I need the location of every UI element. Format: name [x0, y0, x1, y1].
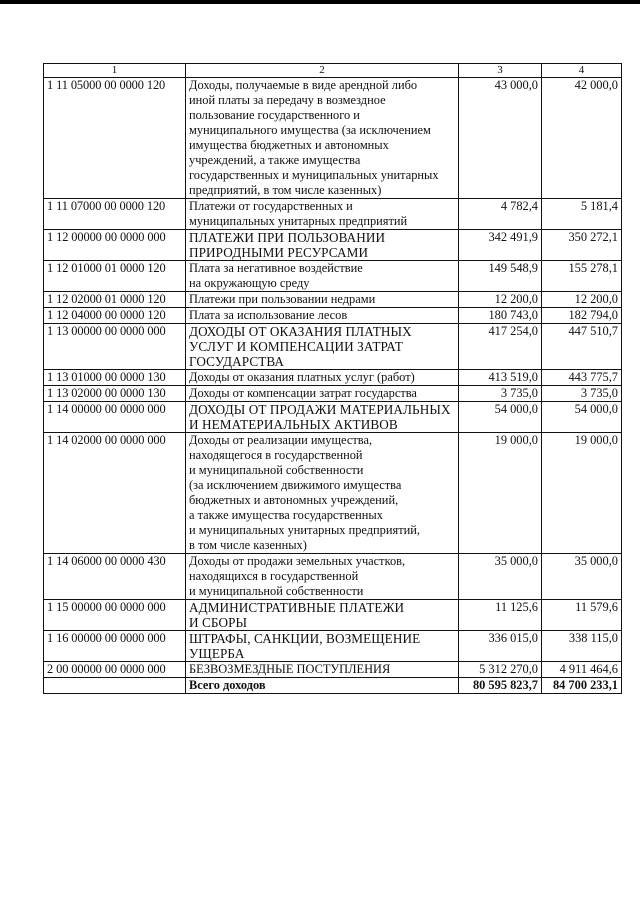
revenue-name [186, 261, 459, 292]
budget-code: 1 14 02000 00 0000 000 [44, 433, 186, 554]
revenue-name-line: Доходы от продажи земельных участков, [189, 554, 406, 568]
total-value-col3: 80 595 823,7 [459, 678, 542, 694]
table-row [44, 324, 622, 370]
value-col3: 35 000,0 [459, 554, 542, 600]
revenue-name [186, 386, 459, 402]
revenue-name-line: ДОХОДЫ ОТ ОКАЗАНИЯ ПЛАТНЫХ [189, 324, 412, 339]
revenue-name-line: БЕЗВОЗМЕЗДНЫЕ ПОСТУПЛЕНИЯ [189, 662, 391, 676]
revenue-name-line: И СБОРЫ [189, 615, 248, 630]
value-col4: 3 735,0 [542, 386, 622, 402]
table-row [44, 230, 622, 261]
revenue-name [186, 433, 459, 554]
table-row [44, 662, 622, 678]
column-header-1: 1 [44, 64, 186, 78]
revenue-name-line: Плата за негативное воздействие [189, 261, 363, 275]
value-col4: 182 794,0 [542, 308, 622, 324]
revenue-table [43, 63, 622, 694]
revenue-name-line: имущества бюджетных и автономных [189, 138, 389, 152]
revenue-name-line: ПРИРОДНЫМИ РЕСУРСАМИ [189, 245, 369, 260]
revenue-name-line: Доходы от оказания платных услуг (работ) [189, 370, 415, 384]
revenue-name [186, 199, 459, 230]
budget-code: 2 00 00000 00 0000 000 [44, 662, 186, 678]
value-col4: 4 911 464,6 [542, 662, 622, 678]
budget-code: 1 12 02000 01 0000 120 [44, 292, 186, 308]
revenue-name-line: ШТРАФЫ, САНКЦИИ, ВОЗМЕЩЕНИЕ [189, 631, 421, 646]
budget-code: 1 14 00000 00 0000 000 [44, 402, 186, 433]
table-row [44, 261, 622, 292]
table-body [44, 78, 622, 678]
revenue-name [186, 554, 459, 600]
value-col4: 54 000,0 [542, 402, 622, 433]
column-number-row [44, 64, 622, 78]
table-row [44, 292, 622, 308]
revenue-name-line: ПЛАТЕЖИ ПРИ ПОЛЬЗОВАНИИ [189, 230, 386, 245]
revenue-name-line: предприятий, в том числе казенных) [189, 183, 382, 197]
revenue-name [186, 230, 459, 261]
revenue-name-line: находящихся в государственной [189, 569, 359, 583]
value-col4: 350 272,1 [542, 230, 622, 261]
table-row [44, 370, 622, 386]
value-col3: 336 015,0 [459, 631, 542, 662]
revenue-name [186, 308, 459, 324]
value-col3: 180 743,0 [459, 308, 542, 324]
value-col3: 342 491,9 [459, 230, 542, 261]
column-header-4: 4 [542, 64, 622, 78]
revenue-name-line: Доходы от компенсации затрат государства [189, 386, 417, 400]
revenue-name [186, 324, 459, 370]
revenue-name [186, 662, 459, 678]
total-row [44, 678, 622, 694]
revenue-name-line: и муниципальных унитарных предприятий, [189, 523, 420, 537]
column-header-2: 2 [186, 64, 459, 78]
revenue-name-line: АДМИНИСТРАТИВНЫЕ ПЛАТЕЖИ [189, 600, 405, 615]
value-col4: 5 181,4 [542, 199, 622, 230]
value-col4: 443 775,7 [542, 370, 622, 386]
table-row [44, 631, 622, 662]
budget-code: 1 12 00000 00 0000 000 [44, 230, 186, 261]
value-col4: 12 200,0 [542, 292, 622, 308]
revenue-name-line: Платежи при пользовании недрами [189, 292, 376, 306]
revenue-name-line: УЩЕРБА [189, 646, 245, 661]
value-col4: 11 579,6 [542, 600, 622, 631]
revenue-name-line: Доходы, получаемые в виде арендной либо [189, 78, 418, 92]
table-row [44, 199, 622, 230]
revenue-name-line: а также имущества государственных [189, 508, 383, 522]
revenue-name-line: ДОХОДЫ ОТ ПРОДАЖИ МАТЕРИАЛЬНЫХ [189, 402, 451, 417]
revenue-name-line: и муниципальной собственности [189, 463, 364, 477]
budget-code: 1 16 00000 00 0000 000 [44, 631, 186, 662]
revenue-name-line: УСЛУГ И КОМПЕНСАЦИИ ЗАТРАТ [189, 339, 403, 354]
value-col3: 417 254,0 [459, 324, 542, 370]
value-col4: 338 115,0 [542, 631, 622, 662]
value-col4: 447 510,7 [542, 324, 622, 370]
revenue-name-line: и муниципальной собственности [189, 584, 364, 598]
value-col4: 155 278,1 [542, 261, 622, 292]
revenue-name [186, 292, 459, 308]
revenue-name-line: учреждений, а также имущества [189, 153, 361, 167]
revenue-name-line: государственных и муниципальных унитарных [189, 168, 439, 182]
table-row [44, 600, 622, 631]
revenue-name-line: в том числе казенных) [189, 538, 307, 552]
table-row [44, 78, 622, 199]
revenue-name [186, 370, 459, 386]
table-row [44, 402, 622, 433]
budget-code: 1 13 01000 00 0000 130 [44, 370, 186, 386]
revenue-name [186, 402, 459, 433]
value-col3: 43 000,0 [459, 78, 542, 199]
table-row [44, 386, 622, 402]
budget-code: 1 12 01000 01 0000 120 [44, 261, 186, 292]
table-row [44, 308, 622, 324]
value-col3: 19 000,0 [459, 433, 542, 554]
revenue-name-line: Доходы от реализации имущества, [189, 433, 373, 447]
budget-code: 1 13 00000 00 0000 000 [44, 324, 186, 370]
budget-code: 1 12 04000 00 0000 120 [44, 308, 186, 324]
budget-code: 1 14 06000 00 0000 430 [44, 554, 186, 600]
revenue-name-line: И НЕМАТЕРИАЛЬНЫХ АКТИВОВ [189, 417, 398, 432]
value-col3: 149 548,9 [459, 261, 542, 292]
value-col3: 12 200,0 [459, 292, 542, 308]
revenue-name-line: Плата за использование лесов [189, 308, 348, 322]
value-col4: 35 000,0 [542, 554, 622, 600]
revenue-name-line: пользование государственного и [189, 108, 360, 122]
value-col4: 19 000,0 [542, 433, 622, 554]
value-col3: 5 312 270,0 [459, 662, 542, 678]
table-row [44, 433, 622, 554]
budget-code: 1 11 07000 00 0000 120 [44, 199, 186, 230]
revenue-name-line: на окружающую среду [189, 276, 310, 290]
value-col3: 4 782,4 [459, 199, 542, 230]
page-top-edge [0, 0, 640, 4]
total-value-col4: 84 700 233,1 [542, 678, 622, 694]
total-code [44, 678, 186, 694]
revenue-name [186, 600, 459, 631]
budget-code: 1 15 00000 00 0000 000 [44, 600, 186, 631]
revenue-name-line: (за исключением движимого имущества [189, 478, 402, 492]
table-row [44, 554, 622, 600]
revenue-name-line: Платежи от государственных и [189, 199, 353, 213]
value-col3: 54 000,0 [459, 402, 542, 433]
total-label: Всего доходов [186, 678, 459, 694]
budget-code: 1 11 05000 00 0000 120 [44, 78, 186, 199]
value-col4: 42 000,0 [542, 78, 622, 199]
column-header-3: 3 [459, 64, 542, 78]
revenue-name [186, 631, 459, 662]
revenue-name-line: иной платы за передачу в возмездное [189, 93, 386, 107]
budget-code: 1 13 02000 00 0000 130 [44, 386, 186, 402]
revenue-name-line: ГОСУДАРСТВА [189, 354, 285, 369]
revenue-name-line: муниципальных унитарных предприятий [189, 214, 408, 228]
revenue-name-line: находящегося в государственной [189, 448, 363, 462]
value-col3: 3 735,0 [459, 386, 542, 402]
revenue-name [186, 78, 459, 199]
value-col3: 413 519,0 [459, 370, 542, 386]
value-col3: 11 125,6 [459, 600, 542, 631]
revenue-name-line: муниципального имущества (за исключением [189, 123, 431, 137]
revenue-name-line: бюджетных и автономных учреждений, [189, 493, 399, 507]
